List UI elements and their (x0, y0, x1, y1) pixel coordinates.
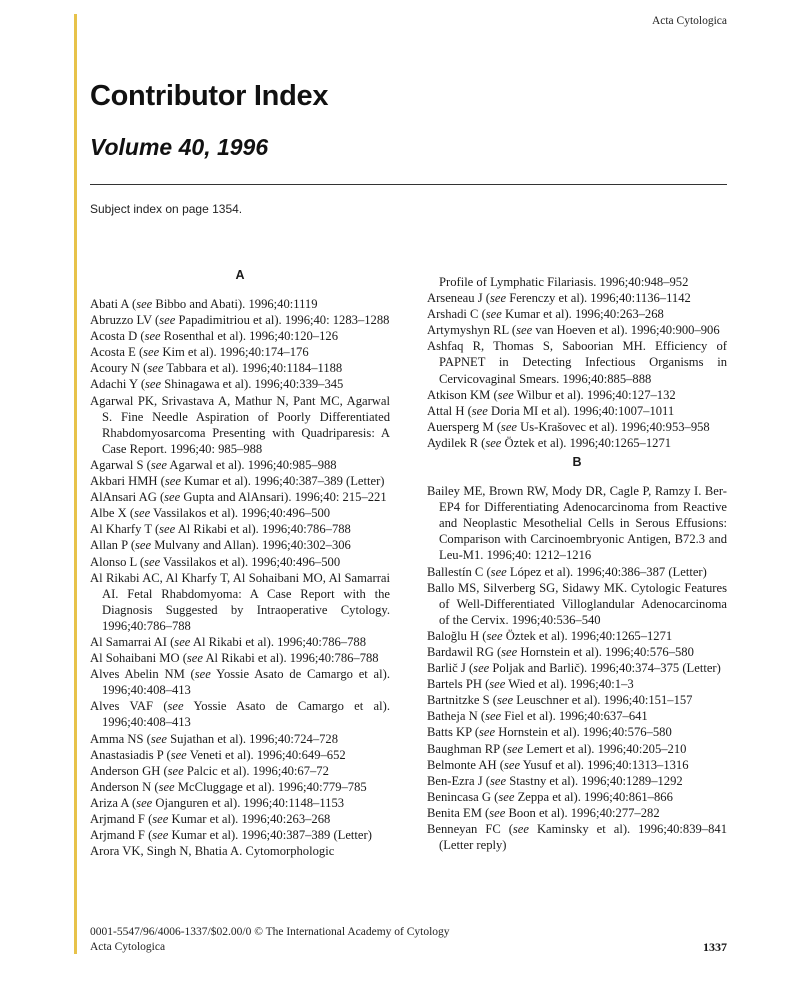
index-entry (427, 676, 727, 692)
entry-citation: Hornstein et al). 1996;40:576–580 (517, 644, 694, 659)
index-entry (90, 344, 390, 360)
see-reference: see (147, 361, 164, 376)
index-entry (90, 843, 390, 859)
entry-text: Alves Abelin NM ( (90, 667, 195, 682)
see-reference: see (174, 634, 191, 649)
index-entry (427, 338, 727, 386)
see-reference: see (144, 329, 161, 344)
index-entry (427, 274, 727, 290)
index-entry (90, 731, 390, 747)
index-entry (90, 376, 390, 392)
see-reference: see (150, 457, 167, 472)
footer-citation (90, 925, 450, 955)
index-entry (90, 666, 390, 698)
entry-text: Acosta D ( (90, 329, 145, 344)
index-entry (427, 692, 727, 708)
index-entry (427, 757, 727, 773)
see-reference: see (503, 757, 521, 772)
index-entry (90, 393, 390, 457)
entry-citation: Stastny et al). 1996;40:1289–1292 (506, 773, 683, 788)
entry-text: Akbari HMH ( (90, 474, 165, 489)
see-reference: see (496, 693, 514, 708)
see-reference: see (471, 403, 488, 418)
left-margin-rule (74, 14, 77, 954)
index-entry (90, 570, 390, 634)
index-entry (427, 387, 727, 403)
subject-index-note: Subject index on page 1354. (90, 202, 243, 216)
index-entry (90, 811, 390, 827)
entry-text: Profile of Lymphatic Filariasis. 1996;40:948–952 (439, 275, 689, 289)
entry-text: Alves VAF ( (90, 699, 168, 714)
index-entry (90, 328, 390, 344)
entry-citation: Hornstein et al). 1996;40:576–580 (495, 725, 672, 740)
entry-citation: Papadimitriou et al). 1996;40: 1283–1288 (175, 313, 390, 328)
index-entry (427, 628, 727, 644)
index-entry (90, 650, 390, 666)
entry-text: Ashfaq R, Thomas S, Saboorian MH. Efficiency of PAPNET in Detecting Infectious Organisms in Cervicovaginal Smears. 1996;40:885–888 (427, 339, 727, 386)
see-reference: see (501, 644, 518, 659)
entry-citation: Veneti et al). 1996;40:649–652 (186, 747, 346, 762)
entry-text: Ballestín C ( (427, 564, 491, 579)
entry-text: Arjmand F ( (90, 812, 153, 826)
entry-citation: Bibbo and Abati). 1996;40:1119 (152, 297, 318, 311)
index-entry (90, 473, 390, 489)
see-reference: see (136, 297, 153, 311)
index-entry (427, 580, 727, 628)
see-reference: see (490, 564, 507, 579)
see-reference: see (164, 490, 181, 505)
index-entry (427, 805, 727, 821)
entry-citation: Al Rikabi et al). 1996;40:786–788 (190, 634, 366, 649)
entry-citation: Mulvany and Allan). 1996;40:302–306 (151, 538, 351, 553)
index-entry (427, 403, 727, 419)
entry-citation: Us-Krašovec et al). 1996;40:953–958 (517, 419, 710, 434)
running-header: Acta Cytologica (651, 15, 727, 27)
see-reference: see (500, 419, 518, 434)
entry-text: AlAnsari AG ( (90, 490, 165, 505)
entry-citation: Gupta and AlAnsari). 1996;40: 215–221 (180, 490, 387, 505)
entry-citation: Kumar et al). 1996;40:387–389 (Letter) (168, 828, 372, 843)
entry-citation: Wied et al). 1996;40:1–3 (505, 677, 634, 692)
see-reference: see (170, 747, 187, 762)
see-reference: see (489, 805, 506, 820)
index-entry (90, 505, 390, 521)
see-reference: see (136, 795, 153, 810)
see-reference: see (485, 435, 502, 450)
entry-text: Anderson GH ( (90, 763, 168, 778)
entry-citation: Kumar et al). 1996;40:387–389 (Letter) (180, 474, 385, 489)
index-entry (90, 827, 390, 843)
entry-text: Auersperg M ( (427, 419, 501, 434)
index-column-left (90, 264, 390, 859)
see-reference: see (489, 291, 507, 306)
entry-text: Attal H ( (427, 403, 472, 418)
footer-journal: Acta Cytologica (90, 941, 166, 953)
section-heading: A (235, 268, 245, 282)
see-reference: see (497, 387, 514, 402)
entry-citation: Shinagawa et al). 1996;40:339–345 (161, 377, 344, 392)
index-entry (427, 644, 727, 660)
index-entry (427, 435, 727, 451)
see-reference: see (516, 323, 533, 338)
entry-citation: Boon et al). 1996;40:277–282 (505, 805, 660, 820)
entry-citation: Fiel et al). 1996;40:637–641 (501, 709, 648, 724)
entry-citation: Yossie Asato de Camargo et al). 1996;40:408–413 (102, 699, 390, 730)
page-title: Contributor Index (90, 80, 329, 112)
entry-citation: Al Rikabi et al). 1996;40:786–788 (203, 651, 379, 666)
entry-text: Bartnitzke S ( (427, 693, 497, 708)
entry-citation: Zeppa et al). 1996;40:861–866 (514, 789, 673, 804)
entry-citation: van Hoeven et al). 1996;40:900–906 (532, 323, 720, 338)
entry-citation: Rosenthal et al). 1996;40:120–126 (160, 329, 338, 344)
index-entry (427, 741, 727, 757)
entry-text: Bardawil RG ( (427, 644, 502, 659)
index-column-right (427, 274, 727, 853)
entry-citation: Vassilakos et al). 1996;40:496–500 (160, 554, 341, 569)
entry-text: Ben-Ezra J ( (427, 773, 490, 788)
entry-text: Arora VK, Singh N, Bhatia A. Cytomorphologic (90, 844, 335, 859)
index-entry (427, 306, 727, 322)
entry-citation: Kumar et al). 1996;40:263–268 (501, 307, 664, 322)
index-entry (90, 763, 390, 779)
entry-text: Ballo MS, Silverberg SG, Sidawy MK. Cytologic Features of Well-Differentiated Villoglandular Adenocarcinoma of the Cervix. 1996;40:536–540 (427, 580, 727, 627)
see-reference: see (473, 661, 490, 676)
entry-text: Acosta E ( (90, 345, 144, 360)
see-reference: see (507, 741, 524, 756)
see-reference: see (485, 709, 502, 724)
index-entry (427, 821, 727, 853)
see-reference: see (135, 538, 152, 553)
entry-text: Abruzzo LV ( (90, 313, 160, 328)
entry-citation: Leuschner et al). 1996;40:151–157 (513, 693, 693, 708)
entry-text: Baughman RP ( (427, 741, 507, 756)
index-entry (427, 789, 727, 805)
title-divider (90, 184, 727, 185)
index-entry (427, 483, 727, 563)
index-entry (90, 457, 390, 473)
entry-citation: Öztek et al). 1996;40:1265–1271 (501, 435, 672, 450)
see-reference: see (134, 506, 151, 521)
see-reference: see (158, 779, 175, 794)
entry-text: Arseneau J ( (427, 291, 490, 306)
index-entry (427, 660, 727, 676)
index-entry (90, 747, 390, 763)
entry-text: Benita EM ( (427, 805, 490, 820)
see-reference: see (159, 313, 176, 328)
entry-citation: Kaminsky et al). 1996;40:839–841 (Letter reply) (439, 822, 727, 853)
entry-text: Arshadi C ( (427, 307, 486, 322)
entry-text: Alonso L ( (90, 554, 145, 569)
index-entry (90, 554, 390, 570)
index-entry (427, 322, 727, 338)
entry-text: Arjmand F ( (90, 828, 153, 843)
entry-citation: Ojanguren et al). 1996;40:1148–1153 (152, 795, 345, 810)
volume-subtitle: Volume 40, 1996 (90, 134, 269, 160)
entry-citation: Ferenczy et al). 1996;40:1136–1142 (506, 291, 691, 306)
page-number: 1337 (703, 940, 727, 954)
see-reference: see (145, 377, 162, 392)
section-heading: B (572, 455, 582, 470)
see-reference: see (512, 822, 529, 836)
index-entry (90, 698, 390, 730)
entry-text: Acoury N ( (90, 361, 148, 376)
entry-text: Belmonte AH ( (427, 757, 504, 772)
entry-citation: Al Rikabi et al). 1996;40:786–788 (175, 522, 351, 537)
see-reference: see (485, 307, 502, 322)
entry-text: Ariza A ( (90, 795, 137, 810)
index-entry (427, 708, 727, 724)
index-entry (427, 773, 727, 789)
entry-text: Bartels PH ( (427, 677, 490, 692)
copyright-line: 0001-5547/96/4006-1337/$02.00/0 © The International Academy of Cytology (90, 926, 450, 938)
index-entry (90, 312, 390, 328)
index-entry (90, 779, 390, 795)
entry-text: Bailey ME, Brown RW, Mody DR, Cagle P, Ramzy I. Ber-EP4 for Differentiating Adenocarcinoma from Reactive and Neoplastic Mesothelial Cells in Serous Effusions: Comparison with Carcinoembryonic Antigen, B72.3 and Leu-M1. 1996;40: 1212–1216 (427, 484, 727, 563)
see-reference: see (164, 474, 181, 489)
see-reference: see (143, 345, 160, 360)
index-entry (90, 634, 390, 650)
entry-text: Baloğlu H ( (427, 628, 487, 643)
entry-text: Agarwal PK, Srivastava A, Mathur N, Pant MC, Agarwal S. Fine Needle Aspiration of Poorly Differentiated Rhabdomyosarcoma Presenting with Quadriparesis: A Case Report. 1996;40: 985–988 (90, 393, 390, 456)
entry-text: Batheja N ( (427, 709, 486, 724)
entry-citation: Palcic et al). 1996;40:67–72 (183, 763, 329, 778)
see-reference: see (498, 789, 515, 804)
entry-text: Amma NS ( (90, 731, 151, 746)
index-entry (90, 360, 390, 376)
entry-text: Anastasiadis P ( (90, 747, 171, 762)
entry-text: Adachi Y ( (90, 377, 146, 392)
entry-citation: McCluggage et al). 1996;40:779–785 (174, 779, 367, 794)
entry-citation: Yossie Asato de Camargo et al). 1996;40:408–413 (102, 667, 390, 698)
entry-text: Abati A ( (90, 297, 137, 311)
see-reference: see (167, 763, 184, 778)
see-reference: see (150, 731, 167, 746)
see-reference: see (152, 828, 169, 843)
entry-citation: Tabbara et al). 1996;40:1184–1188 (163, 361, 343, 376)
entry-citation: Kim et al). 1996;40:174–176 (159, 345, 309, 360)
see-reference: see (159, 522, 176, 537)
index-entry (90, 296, 390, 312)
index-entry (427, 419, 727, 435)
see-reference: see (489, 677, 506, 692)
entry-citation: Vassilakos et al). 1996;40:496–500 (150, 506, 331, 521)
entry-citation: Kumar et al). 1996;40:263–268 (168, 812, 331, 826)
index-entry (90, 795, 390, 811)
entry-citation: Agarwal et al). 1996;40:985–988 (166, 457, 337, 472)
entry-text: Agarwal S ( (90, 457, 151, 472)
entry-text: Anderson N ( (90, 779, 159, 794)
entry-citation: Poljak and Barlič). 1996;40:374–375 (Letter) (489, 661, 721, 676)
entry-text: Albe X ( (90, 506, 135, 521)
entry-citation: Yusuf et al). 1996;40:1313–1316 (520, 757, 689, 772)
see-reference: see (152, 812, 169, 826)
entry-citation: Öztek et al). 1996;40:1265–1271 (502, 628, 673, 643)
entry-text: Allan P ( (90, 538, 136, 553)
entry-text: Aydilek R ( (427, 435, 486, 450)
entry-text: Al Rikabi AC, Al Kharfy T, Al Sohaibani MO, Al Samarrai AI. Fetal Rhabdomyoma: A Case Report with the Diagnosis Suggested by Intraoperative Cytology. 1996;40:786–788 (90, 570, 390, 633)
entry-text: Batts KP ( (427, 725, 480, 740)
entry-text: Al Samarrai AI ( (90, 634, 175, 649)
entry-text: Benincasa G ( (427, 789, 499, 804)
see-reference: see (167, 699, 184, 714)
entry-citation: Wilbur et al). 1996;40:127–132 (513, 387, 676, 402)
entry-text: Atkison KM ( (427, 387, 498, 402)
entry-text: Artymyshyn RL ( (427, 323, 517, 338)
see-reference: see (489, 773, 507, 788)
index-entry (90, 489, 390, 505)
index-entry (427, 290, 727, 306)
entry-citation: Lemert et al). 1996;40:205–210 (523, 741, 687, 756)
index-entry (427, 564, 727, 580)
entry-citation: Sujathan et al). 1996;40:724–728 (166, 731, 339, 746)
see-reference: see (186, 651, 203, 666)
see-reference: see (194, 667, 211, 682)
entry-text: Al Sohaibani MO ( (90, 651, 187, 666)
entry-text: Al Kharfy T ( (90, 522, 160, 537)
entry-citation: López et al). 1996;40:386–387 (Letter) (506, 564, 707, 579)
see-reference: see (486, 628, 503, 643)
index-entry (90, 521, 390, 537)
entry-text: Benneyan FC ( (427, 822, 513, 836)
see-reference: see (144, 554, 161, 569)
entry-citation: Doria MI et al). 1996;40:1007–1011 (487, 403, 675, 418)
index-entry (427, 724, 727, 740)
see-reference: see (479, 725, 496, 740)
entry-text: Barlič J ( (427, 661, 474, 676)
index-entry (90, 537, 390, 553)
